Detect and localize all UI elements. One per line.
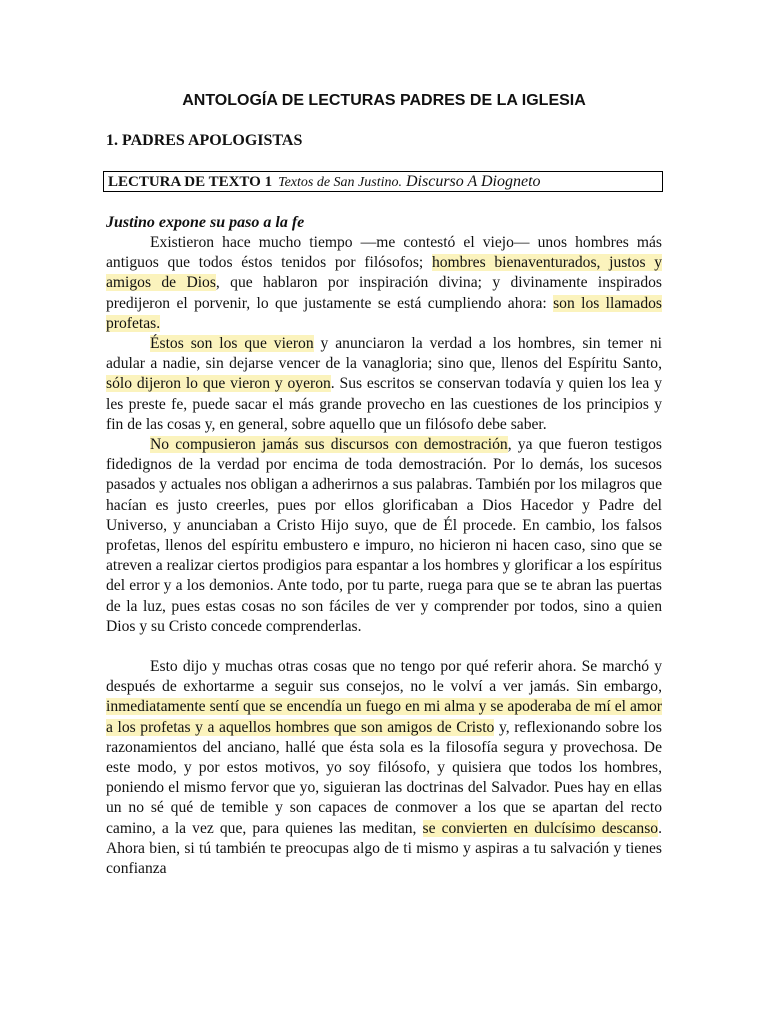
highlighted-text: Éstos son los que vieron — [150, 335, 314, 353]
paragraph — [106, 233, 662, 334]
text-segment: y anunciaron la verdad a los hombres, sin temer ni adular a nadie, sin dejarse vencer de la vanagloria; sino que, llenos del Espíritu Santo, — [106, 335, 662, 373]
text-segment: Esto dijo y muchas otras cosas que no tengo por qué referir ahora. Se marchó y después de exhortarme a seguir sus consejos, no le volví a ver jamás. Sin embargo, — [106, 658, 662, 696]
reading-box — [103, 171, 663, 192]
reading-book: Discurso A Diogneto — [406, 173, 541, 190]
text-segment: . Ahora bien, si tú también te preocupas algo de ti mismo y aspiras a tu salvación y tienes confianza — [106, 819, 662, 878]
text-segment: , ya que fueron testigos fidedignos de la verdad por encima de toda demostración. Por lo demás, los sucesos pasados y actuales nos obligan a adherirnos a sus palabras. También por los milagros que hacían es justo creerles, pues por ellos glorificaban a Dios Hacedor y Padre del Universo, y anunciaban a Cristo Hijo suyo, que de Él procede. En cambio, los falsos profetas, llenos del espíritu embustero e impuro, no hicieron ni hacen caso, sino que se atreven a realizar ciertos prodigios para espantar a los hombres y glorificar a los espíritus del error y a los demonios. Ante todo, por tu parte, ruega para que se te abran las puertas de la luz, pues estas cosas no son fáciles de ver y comprender por todos, sino a quien Dios y su Cristo concede comprenderlas. — [106, 436, 662, 635]
paragraph — [106, 435, 662, 637]
highlighted-text: se convierten en dulcísimo descanso — [422, 819, 659, 837]
text-segment: , que hablaron por inspiración divina; y divinamente inspirados predijeron el porvenir, lo que justamente se está cumpliendo ahora: — [106, 274, 662, 312]
paragraph — [106, 657, 662, 879]
text-segment: y, reflexionando sobre los razonamientos del anciano, hallé que ésta sola es la filosofía segura y provechosa. De este modo, y por estos motivos, yo soy filósofo, y quisiera que todos los hombres, poniendo el mismo fervor que yo, siguieran las doctrinas del Salvador. Pues hay en ellas un no sé qué de temible y son capaces de conmover a los que se apartan del recto camino, a la vez que, para quienes las meditan, — [106, 718, 662, 837]
body-text — [106, 233, 662, 879]
highlighted-text: sólo dijeron lo que vieron y oyeron — [106, 375, 331, 393]
highlighted-text: No compusieron jamás sus discursos con demostración — [150, 436, 508, 454]
highlighted-text: son los llamados profetas. — [106, 294, 662, 332]
text-segment: . Sus escritos se conservan todavía y quien los lea y les preste fe, puede sacar el más grande provecho en las cuestiones de los principios y fin de las cosas y, en general, sobre aquello que un filósofo debe saber. — [106, 375, 662, 433]
paragraph — [106, 334, 662, 435]
text-segment: Existieron hace mucho tiempo —me contestó el viejo— unos hombres más antiguos que todos éstos tenidos por filósofos; — [106, 234, 662, 272]
reading-source: Textos de San Justino. — [278, 175, 402, 190]
highlighted-text: hombres bienaventurados, justos y amigos de Dios — [106, 254, 662, 292]
highlighted-text: inmediatamente sentí que se encendía un fuego en mi alma y se apoderaba de mí el amor a los profetas y a aquellos hombres que son amigos de Cristo — [106, 698, 662, 736]
reading-label: LECTURA DE TEXTO 1 — [108, 174, 273, 190]
document-title: ANTOLOGÍA DE LECTURAS PADRES DE LA IGLESIA — [182, 92, 586, 109]
section-heading: 1. PADRES APOLOGISTAS — [106, 132, 303, 149]
subheading: Justino expone su paso a la fe — [106, 214, 305, 231]
